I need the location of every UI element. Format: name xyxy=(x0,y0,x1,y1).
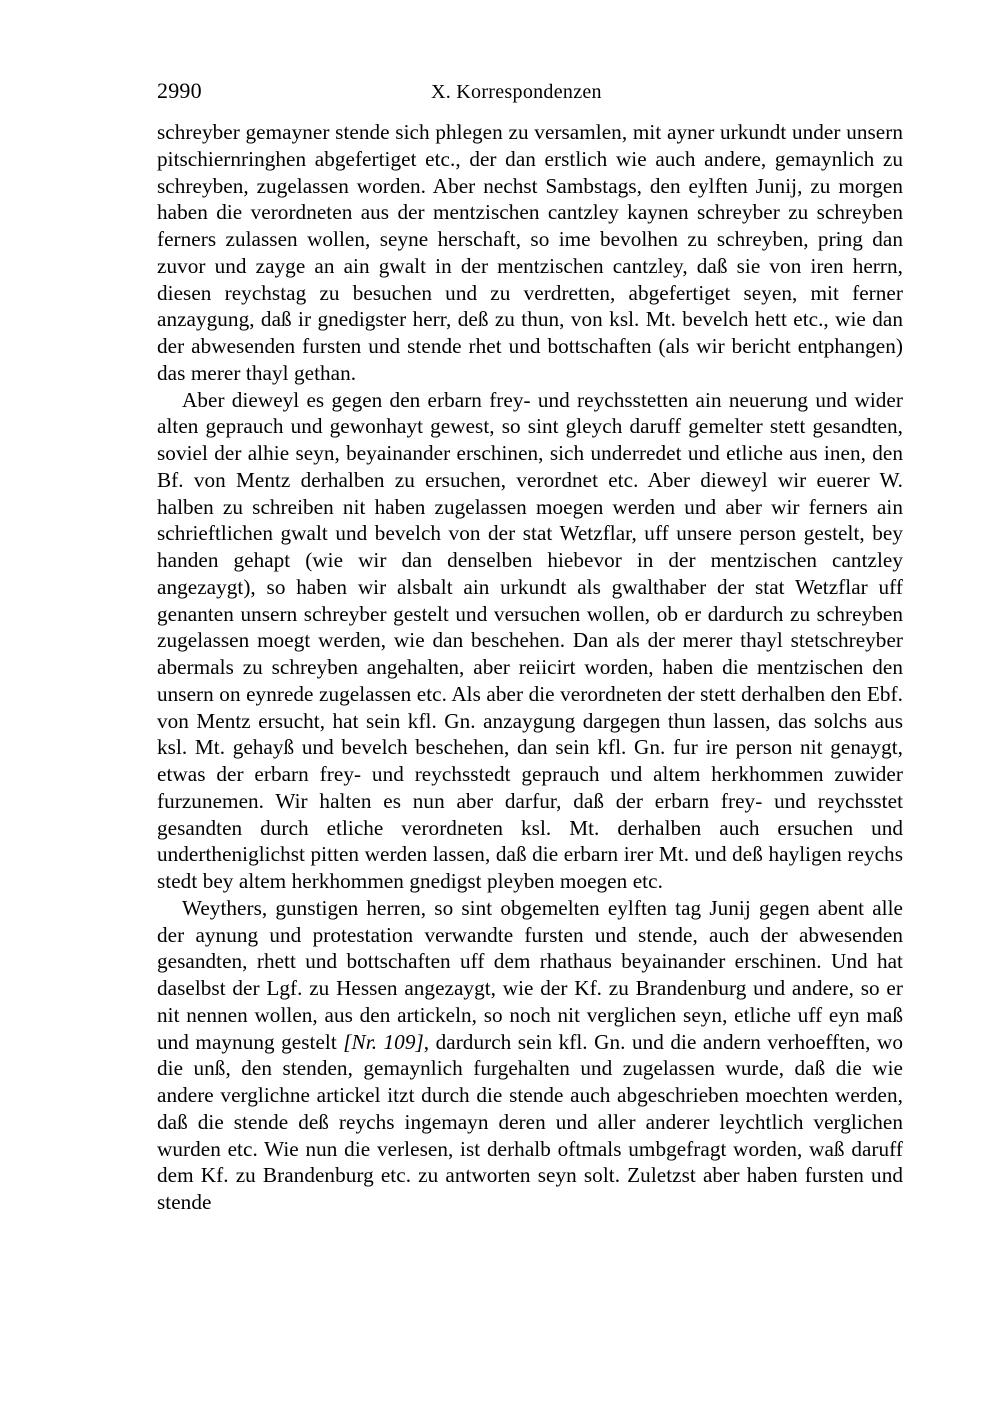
paragraph-1: schreyber gemayner stende sich phlegen zu versamlen, mit ayner urkundt under unsern pitschiernringhen abgefertiget etc., der dan erstlich wie auch andere, gemaynlich zu schreyben, zugelassen worden. Aber nechst Sambstags, den eylften Junij, zu morgen haben die verordneten aus der mentzischen cantzley kaynen schreyber zu schreyben ferners zulassen wollen, seyne herschaft, so ime bevolhen zu schreyben, pring dan zuvor und zayge an ain gwalt in der mentzischen cantzley, daß sie von iren herrn, diesen reychstag zu besuchen und zu verdretten, abgefertiget seyen, mit ferner anzaygung, daß ir gnedigster herr, deß zu thun, von ksl. Mt. bevelch hett etc., wie dan der abwesenden fursten und stende rhet und bottschaften (als wir bericht entphangen) das merer thayl gethan. xyxy=(157,120,903,385)
body-text-block xyxy=(157,119,903,1216)
paragraph-2: Aber dieweyl es gegen den erbarn frey- und reychsstetten ain neuerung und wider alten geprauch und gewonhayt gewest, so sint gleych daruff gemelter stett gesandten, soviel der alhie seyn, beyainander erschinen, sich underredet und etliche aus inen, den Bf. von Mentz derhalben zu ersuchen, verordnet etc. Aber dieweyl wir euerer W. halben zu schreiben nit haben zugelassen moegen werden und aber wir ferners ain schrieftlichen gwalt und bevelch von der stat Wetzflar, uff unsere person gestelt, bey handen gehapt (wie wir dan denselben hiebevor in der mentzischen cantzley angezaygt), so haben wir alsbalt ain urkundt als gwalthaber der stat Wetzflar uff genanten unsern schreyber gestelt und versuchen wollen, ob er dardurch zu schreyben zugelassen moegt werden, wie dan beschehen. Dan als der merer thayl stetschreyber abermals zu schreyben angehalten, aber reiicirt worden, haben die mentzischen den unsern on eynrede zugelassen etc. Als aber die verordneten der stett derhalben den Ebf. von Mentz ersucht, hat sein kfl. Gn. anzaygung dargegen thun lassen, das solchs aus ksl. Mt. gehayß und bevelch beschehen, dan sein kfl. Gn. fur ire person nit genaygt, etwas der erbarn frey- und reychsstedt geprauch und altem herkhommen zuwider furzunemen. Wir halten es nun aber darfur, daß der erbarn frey- und reychsstet gesandten durch etliche verordneten ksl. Mt. derhalben auch ersuchen und undertheniglichst pitten werden lassen, daß die erbarn irer Mt. und deß hayligen reychs stedt bey altem herkhommen gnedigst pleyben moegen etc. xyxy=(157,387,903,893)
page-number: 2990 xyxy=(157,78,202,103)
source-reference: [Nr. 109] xyxy=(343,1029,424,1054)
running-head xyxy=(157,78,903,104)
paragraph-3-text-before-reference: Weythers, gunstigen herren, so sint obgemelten eylften tag Junij gegen abent alle der aynung und protestation verwandte fursten und stende, auch der abwesenden gesandten, rhett und bottschaften uff dem rhathaus beyainander erschinen. Und hat daselbst der Lgf. zu Hessen angezaygt, wie der Kf. zu Brandenburg und andere, so er nit nennen wollen, aus den artickeln, so noch nit verglichen seyn, etliche uff eyn maß und maynung gestelt xyxy=(157,895,903,1054)
running-head-title: X. Korrespondenzen xyxy=(430,81,602,103)
paragraph-3-text-after-reference: , dardurch sein kfl. Gn. und die andern verhoefften, wo die unß, den stenden, gemaynlich furgehalten und zugelassen wurde, daß die wie andere verglichne artickel itzt durch die stende auch abgeschrieben moechten werden, daß die stende deß reychs ingemayn deren und aller anderer leychtlich verglichen wurden etc. Wie nun die verlesen, ist derhalb oftmals umbgefragt worden, waß daruff dem Kf. zu Brandenburg etc. zu antworten seyn solt. Zuletzst aber haben fursten und stende xyxy=(157,1029,903,1214)
paragraph-3 xyxy=(157,895,903,1216)
